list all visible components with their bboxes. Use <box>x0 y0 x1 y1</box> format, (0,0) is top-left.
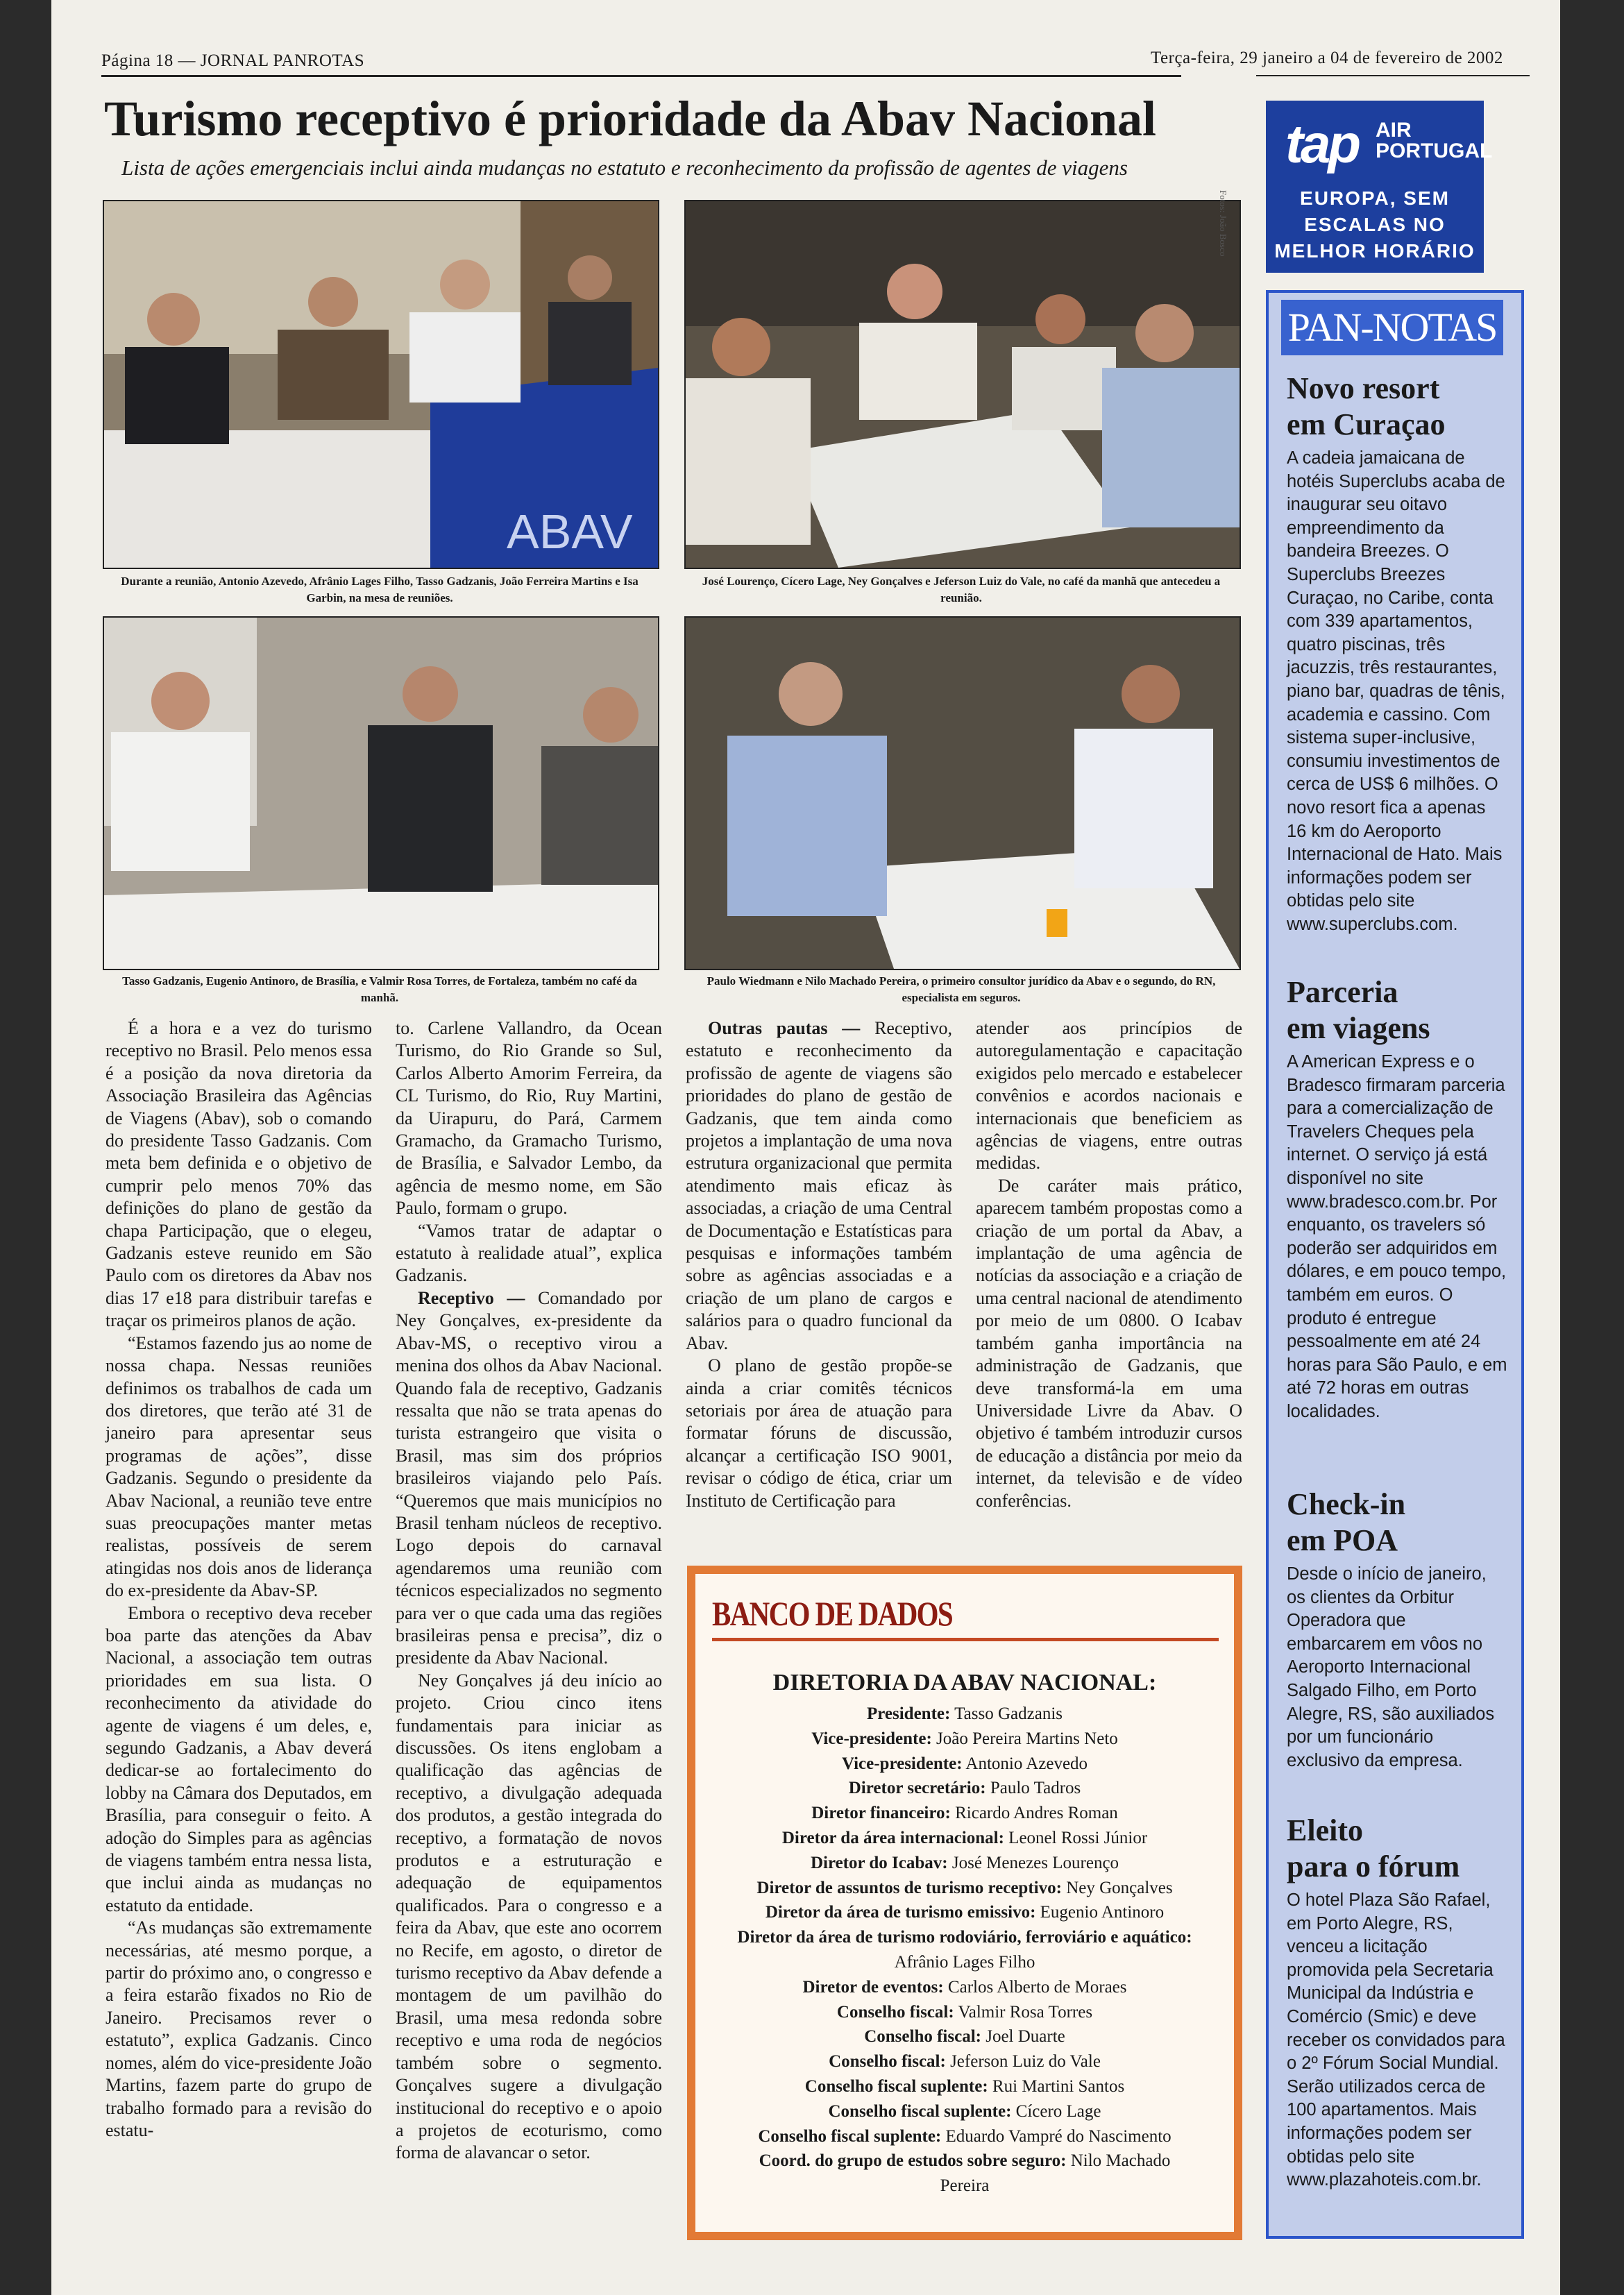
directory-row <box>695 1900 1234 1925</box>
pan-notas-sidebar <box>1266 290 1524 2239</box>
svg-text:ABAV: ABAV <box>507 505 633 559</box>
directory-name: Jeferson Luiz do Vale <box>945 2052 1101 2072</box>
news-text: O hotel Plaza São Rafael, em Porto Alegre, RS, venceu a licitação promovida pela Secretaria Municipal da Indústria e Comércio (Smic) e deve receber os convidados para o 2º Fórum Social Mundial. Serão utilizados cerca de 100 apartamentos. Mais informações podem ser obtidas pelo site www.plazahoteis.com.br. <box>1287 1890 1505 2190</box>
directory-role: Diretor financeiro: <box>811 1804 951 1823</box>
paragraph: atender aos princípios de autoregulamentação e capacitação exigidos pelo mercado e estabelecer convênios e acordos nacionais e internacionais que beneficiem as agências de viagens, entre outras medidas. <box>976 1018 1242 1174</box>
directory-role: Vice-presidente: <box>841 1754 963 1773</box>
paragraph: Ney Gonçalves já deu início ao projeto. Criou cinco itens fundamentais para iniciar as discussões. Os itens englobam a qualificação das agências de receptivo, a divulgação adequada dos produtos, a gestão integrada do receptivo, a formatação de novos produtos e a estruturação e adequação de equipamentos qualificados. Para o congresso e a feira da Abav, que este ano ocorrem no Recife, em agosto, o diretor de turismo receptivo da Abav defende a montagem de um pavilhão do Brasil, uma mesa redonda sobre receptivo e uma roda de negócios também sobre o segmento. Gonçalves sugere a divulgação institucional do receptivo e o apoio a projetos de ecoturismo, como forma de alavancar o setor. <box>396 1670 662 2163</box>
directory-row <box>695 2149 1234 2174</box>
directory-name: Carlos Alberto de Moraes <box>943 1977 1127 1997</box>
news-text: Desde o início de janeiro, os clientes da Orbitur Operadora que embarcarem em vôos no Aeroporto Internacional Salgado Filho, em Porto Alegre, RS, são auxiliados por um funcionário exclusivo da empresa. <box>1287 1564 1495 1770</box>
news-heading: Eleito para o fórum <box>1287 1813 1460 1883</box>
news-heading: Parceria em viagens <box>1287 975 1430 1045</box>
subhead-receptivo: Receptivo — <box>418 1287 525 1308</box>
directory-name: Joel Duarte <box>981 2027 1065 2047</box>
directory-row <box>695 1776 1234 1801</box>
article-column-3 <box>686 1017 952 1512</box>
photo-caption-2: José Lourenço, Cícero Lage, Ney Gonçalves e Jeferson Luiz do Vale, no café da manhã que antecedeu a reunião. <box>702 575 1221 604</box>
directory-name: José Menezes Lourenço <box>947 1853 1119 1872</box>
paragraph: “Vamos tratar de adaptar o estatuto à realidade atual”, explica Gadzanis. <box>396 1220 662 1286</box>
news-heading: Novo resort em Curaçao <box>1287 371 1446 441</box>
article-column-1 <box>105 1017 372 2142</box>
directory-role: Diretor da área de turismo rodoviário, ferroviário e aquático: <box>737 1928 1192 1947</box>
directory-role: Coord. do grupo de estudos sobre seguro: <box>759 2151 1067 2171</box>
sidebar-title: PAN-NOTAS <box>1281 300 1503 355</box>
directory-row <box>695 1752 1234 1777</box>
banco-title-rule <box>712 1638 1219 1641</box>
directory-row <box>695 1826 1234 1851</box>
paragraph: Embora o receptivo deva receber boa parte das atenções da Abav Nacional, a associação tem outras prioridades em sua lista. O reconhecimento da atividade do agente de viagens é um deles, e, segundo Gadzanis, a Abav deverá dedicar-se ao fortalecimento do lobby na Câmara dos Deputados, em Brasília, para conseguir o feito. A adoção do Simples para as agências de viagens também entra nessa lista, que inclui ainda as mudanças no estatuto da entidade. <box>105 1602 372 1915</box>
banco-de-dados-box <box>687 1566 1242 2240</box>
ad-slogan: EUROPA, SEM ESCALAS NO MELHOR HORÁRIO <box>1274 187 1475 262</box>
directory-name: Ricardo Andres Roman <box>950 1804 1118 1823</box>
photo-breakfast-three <box>103 616 659 970</box>
photo-meeting-table <box>103 200 659 569</box>
subhead-outras-pautas: Outras pautas — <box>708 1018 861 1038</box>
directory-name: Eugenio Antinoro <box>1035 1903 1165 1922</box>
tap-air-portugal: AIR PORTUGAL <box>1376 119 1493 162</box>
directory-row <box>695 1950 1234 1975</box>
directory-role: Presidente: <box>867 1704 951 1723</box>
directory-name: Cícero Lage <box>1011 2101 1101 2121</box>
directory-name: Tasso Gadzanis <box>950 1704 1063 1723</box>
directory-row <box>695 1727 1234 1752</box>
paragraph: De caráter mais prático, aparecem também propostas como a criação de um portal da Abav, a implantação de uma agência de notícias da associação e a criação de uma central nacional de atendimento por meio de um 0800. O Icabav também ganha importância na administração de Gadzanis, que deve transformá-la em uma Universidade Livre da Abav. O objetivo é também introduzir cursos de educação a distância por meio da internet, da televisão e de vídeo conferências. <box>976 1175 1242 1511</box>
header-rule-right <box>1256 75 1530 76</box>
directory-name: Paulo Tadros <box>986 1779 1081 1798</box>
directory-role: Diretor de assuntos de turismo receptivo: <box>756 1878 1062 1897</box>
paragraph: “As mudanças são extremamente necessárias, até mesmo porque, a partir do próximo ano, o congresso e a feira estarão fixados no Rio de Janeiro. Precisamos rever o estatuto”, explica Gadzanis. Cinco nomes, além do vice-presidente João Martins, fazem parte do grupo de trabalho formado para a revisão do estatu- <box>105 1917 372 2140</box>
directory-list <box>695 1702 1234 2199</box>
directory-row <box>695 2000 1234 2025</box>
header-rule <box>101 75 1181 77</box>
directory-name: Nilo Machado <box>1066 2151 1171 2171</box>
article-column-2 <box>396 1017 662 2165</box>
directory-name: Valmir Rosa Torres <box>954 2002 1093 2022</box>
directory-name: Rui Martini Santos <box>988 2076 1125 2096</box>
photo-caption-1: Durante a reunião, Antonio Azevedo, Afrânio Lages Filho, Tasso Gadzanis, João Ferreira Martins e Isa Garbin, na mesa de reuniões. <box>121 575 638 604</box>
paragraph: to. Carlene Vallandro, da Ocean Turismo, do Rio Grande so Sul, Carlos Alberto Amorim Ferreira, da CL Turismo, do Rio, Ruy Martini, da Uirapuru, do Pará, Carmem Gramacho, da Gramacho Turismo, de Brasília, e Salvador Lembo, da agência de mesmo nome, em São Paulo, formam o grupo. <box>396 1018 662 1219</box>
directory-role: Conselho fiscal suplente: <box>804 2076 988 2096</box>
photo-credit: Fotos: João Bosco <box>1218 190 1228 257</box>
directory-row <box>695 1702 1234 1727</box>
directory-role: Diretor do Icabav: <box>810 1853 948 1872</box>
directory-name: João Pereira Martins Neto <box>931 1729 1118 1748</box>
directory-role: Conselho fiscal: <box>864 2027 981 2047</box>
tap-logo: tap <box>1285 113 1358 174</box>
paragraph: O plano de gestão propõe-se ainda a criar comitês técnicos setoriais por área de atuação para formatar fóruns de discussão, alcançar a certificação ISO 9001, revisar o código de ética, criar um Instituto de Certificação para <box>686 1355 952 1511</box>
news-text: A cadeia jamaicana de hotéis Superclubs acaba de inaugurar seu oitavo empreendimento da bandeira Breezes. O Superclubs Breezes Curaçao, no Caribe, conta com 339 apartamentos, quatro piscinas, três jacuzzis, três restaurantes, piano bar, quadras de tênis, academia e cassino. Com sistema super-inclusive, consumiu investimentos de cerca de US$ 6 milhões. O novo resort fica a apenas 16 km do Aeroporto Internacional de Hato. Mais informações podem ser obtidas pelo site www.superclubs.com. <box>1287 448 1505 934</box>
photo-caption-4: Paulo Wiedmann e Nilo Machado Pereira, o primeiro consultor jurídico da Abav e o segundo, do RN, especialista em seguros. <box>707 974 1216 1004</box>
tap-advertisement[interactable] <box>1266 101 1493 273</box>
directory-role: Diretor da área internacional: <box>781 1828 1004 1847</box>
directory-role: Conselho fiscal suplente: <box>828 2101 1012 2121</box>
directory-role: Vice-presidente: <box>811 1729 932 1748</box>
issue-date: Terça-feira, 29 janeiro a 04 de fevereiro de 2002 <box>1151 49 1503 67</box>
directory-row <box>695 2049 1234 2074</box>
paragraph: É a hora e a vez do turismo receptivo no Brasil. Pelo menos essa é a posição da nova diretoria da Associação Brasileira das Agências de Viagens (Abav), sob o comando do presidente Tasso Gadzanis. Com meta bem definida e o objetivo de cumprir pelo menos 70% das definições do plano de gestão da chapa Participação, que o elegeu, Gadzanis esteve reunido em São Paulo com os diretores da Abav nos dias 17 e18 para distribuir tarefas e traçar os primeiros planos de ação. <box>105 1018 372 1331</box>
directory-role: Diretor secretário: <box>848 1779 986 1798</box>
directory-name: Eduardo Vampré do Nascimento <box>941 2126 1172 2146</box>
directory-row <box>695 2174 1234 2199</box>
directory-row <box>695 1801 1234 1826</box>
banco-heading: DIRETORIA DA ABAV NACIONAL: <box>772 1670 1157 1695</box>
directory-row <box>695 1975 1234 2000</box>
paragraph: “Estamos fazendo jus ao nome de nossa chapa. Nessas reuniões definimos os trabalhos de cada um dos diretores, que terão até 31 de janeiro para apresentar seus programas de ações”, disse Gadzanis. Segundo o presidente da Abav Nacional, a reunião teve entre suas preocupações manter metas realistas, possíveis de serem atingidas nos dois anos de liderança do ex-presidente da Abav-SP. <box>105 1332 372 1601</box>
directory-row <box>695 1925 1234 1950</box>
directory-role: Conselho fiscal suplente: <box>758 2126 942 2146</box>
directory-name: Afrânio Lages Filho <box>894 1952 1035 1972</box>
directory-role: Conselho fiscal: <box>829 2052 946 2072</box>
directory-row <box>695 2074 1234 2099</box>
photo-caption-3: Tasso Gadzanis, Eugenio Antinoro, de Brasília, e Valmir Rosa Torres, de Fortaleza, também no café da manhã. <box>122 974 637 1004</box>
paragraph: Receptivo, estatuto e reconhecimento da profissão de agente de viagens são prioridades do plano de gestão de Gadzanis, que tem ainda como projetos a implantação de uma nova estrutura organizacional que permita atendimento mais eficaz às associadas, a criação de uma Central de Documentação e Estatísticas para pesquisas e informações também sobre as agências associadas e a criação de um plano de cargos e salários para o quadro funcional da Abav. <box>686 1018 952 1353</box>
directory-role: Diretor da área de turismo emissivo: <box>765 1903 1036 1922</box>
article-headline: Turismo receptivo é prioridade da Abav Nacional <box>104 91 1157 146</box>
directory-row <box>695 2124 1234 2149</box>
directory-row <box>695 1876 1234 1901</box>
article-column-4 <box>976 1017 1242 1512</box>
article-subheadline: Lista de ações emergenciais inclui ainda mudanças no estatuto e reconhecimento da profissão de agentes de viagens <box>121 155 1128 180</box>
news-heading: Check-in em POA <box>1287 1487 1406 1557</box>
directory-name: Antonio Azevedo <box>962 1754 1088 1773</box>
directory-name: Leonel Rossi Júnior <box>1004 1828 1148 1847</box>
photo-breakfast-four <box>684 200 1241 569</box>
banco-title: BANCO DE DADOS <box>712 1594 953 1633</box>
page-folio: Página 18 — JORNAL PANROTAS <box>101 51 365 70</box>
directory-row <box>695 1851 1234 1876</box>
news-text: A American Express e o Bradesco firmaram parceria para a comercialização de Travelers Cheques pela internet. O serviço já está disponível no site www.bradesco.com.br. Por enquanto, os travelers só poderão ser adquiridos em dólares, e em pouco tempo, também em euros. O produto é entregue pessoalmente em até 24 horas para São Paulo, e em até 72 horas em outras localidades. <box>1287 1052 1507 1421</box>
paragraph: Comandado por Ney Gonçalves, ex-presidente da Abav-MS, o receptivo virou a menina dos olhos da Abav Nacional. Quando fala de receptivo, Gadzanis ressalta que não se trata apenas do turista estrangeiro que visita o Brasil, mas sim dos próprios brasileiros viajando pelo País. “Queremos que mais municípios no Brasil tenham núcleos de receptivo. Logo depois do carnaval agendaremos uma reunião com técnicos especializados no segmento para ver o que cada uma das regiões brasileiras pensa e precisa”, diz o presidente da Abav Nacional. <box>396 1287 662 1668</box>
directory-row <box>695 2024 1234 2049</box>
directory-name: Ney Gonçalves <box>1061 1878 1173 1897</box>
directory-row <box>695 2099 1234 2124</box>
directory-role: Conselho fiscal: <box>836 2002 954 2022</box>
directory-name: Pereira <box>940 2176 990 2196</box>
directory-role: Diretor de eventos: <box>802 1977 944 1997</box>
photo-wiedmann-pereira <box>684 616 1241 970</box>
